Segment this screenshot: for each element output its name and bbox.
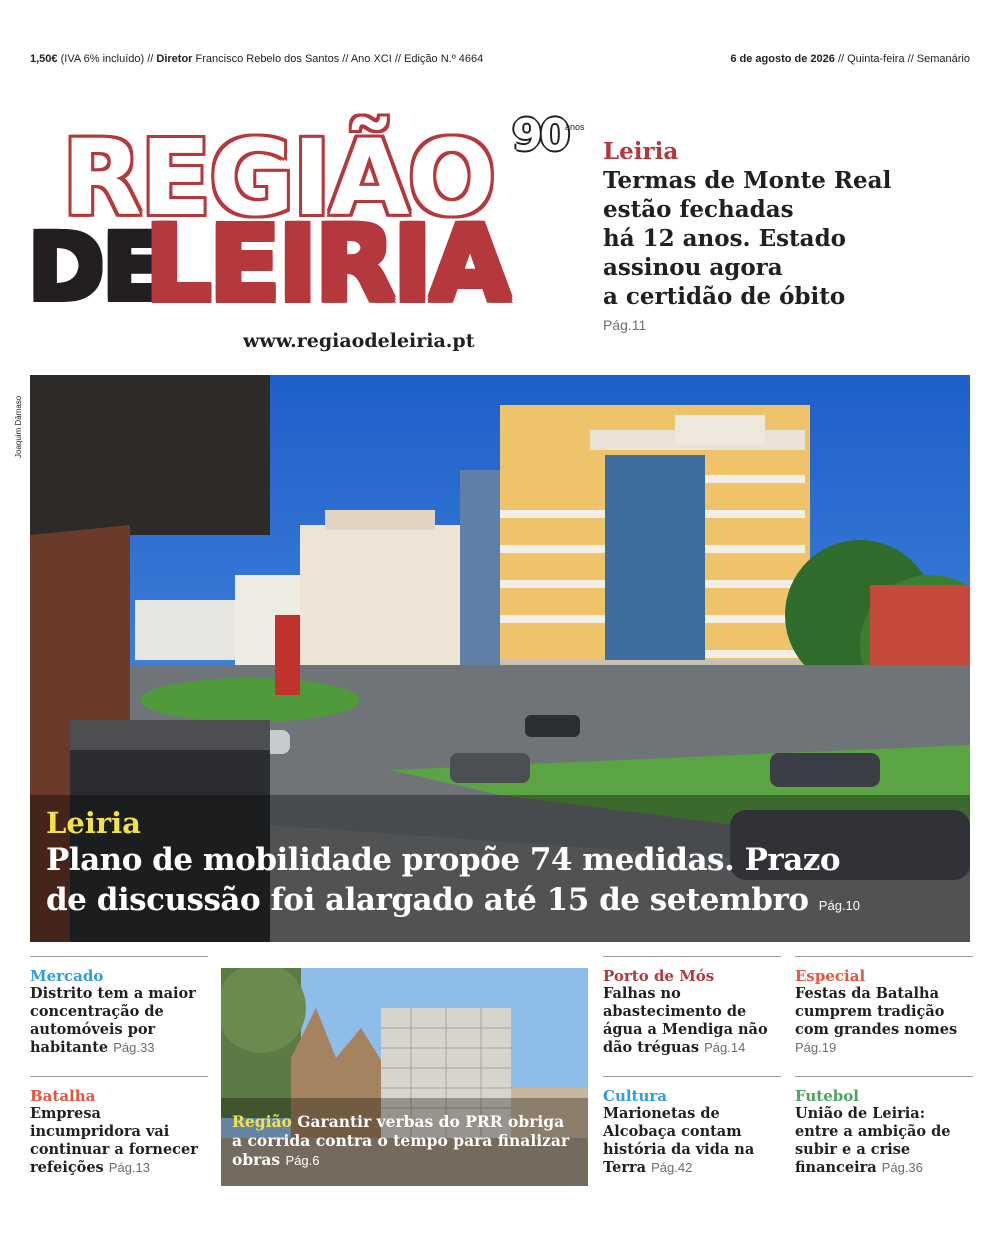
main-story[interactable] xyxy=(46,806,966,926)
photo-credit: Joaquim Dâmaso xyxy=(14,395,23,458)
teaser-kicker: Futebol xyxy=(795,1087,859,1105)
photo-story-page: Pág.6 xyxy=(285,1153,320,1168)
main-story-page: Pág.10 xyxy=(818,898,860,913)
date-info xyxy=(730,53,970,65)
teaser-page: Pág.42 xyxy=(651,1160,693,1175)
teaser-title xyxy=(795,1105,973,1177)
anniversary-unit: anos xyxy=(565,122,585,132)
teaser-especial[interactable] xyxy=(795,956,973,1057)
issue-date: 6 de agosto de 2026 xyxy=(730,53,835,65)
teaser-futebol[interactable] xyxy=(795,1076,973,1177)
top-story-title xyxy=(603,166,983,311)
top-story-line: a certidão de óbito xyxy=(603,283,846,310)
teaser-page: Pág.19 xyxy=(795,1040,837,1055)
photo-story-kicker: Região xyxy=(232,1112,292,1131)
masthead-regiao: REGIÃO xyxy=(62,117,495,239)
masthead-de: DE xyxy=(28,214,164,321)
masthead-leiria: LEIRIA xyxy=(145,203,509,325)
top-story-page: Pág.11 xyxy=(603,317,647,333)
teaser-title xyxy=(603,1105,781,1177)
teaser-kicker: Batalha xyxy=(30,1087,96,1105)
teaser-title-text: Empresa incumpridora vai continuar a fornecer refeições xyxy=(30,1105,198,1176)
teaser-kicker: Porto de Mós xyxy=(603,967,715,985)
teaser-page: Pág.36 xyxy=(881,1160,923,1175)
main-story-line xyxy=(46,880,966,926)
top-story-line: há 12 anos. Estado xyxy=(603,225,847,252)
price: 1,50€ xyxy=(30,53,58,65)
top-story-line: assinou agora xyxy=(603,254,783,281)
teaser-mercado[interactable] xyxy=(30,956,208,1057)
website-link[interactable]: www.regiaodeleiria.pt xyxy=(243,330,475,352)
anniversary-number: 90 xyxy=(512,110,568,161)
teaser-title-text: Distrito tem a maior concentração de automóveis por habitante xyxy=(30,985,196,1056)
teaser-title-text: Festas da Batalha cumprem tradição com grandes nomes xyxy=(795,985,958,1038)
teaser-page: Pág.33 xyxy=(113,1040,155,1055)
teaser-title-text: União de Leiria: entre a ambição de subir e a crise financeira xyxy=(795,1105,951,1176)
photo-story-title: Garantir verbas do PRR obriga a corrida contra o tempo para finalizar obras xyxy=(232,1112,570,1169)
main-story-title xyxy=(46,840,966,926)
top-story-kicker: Leiria xyxy=(603,138,679,165)
top-story-line: estão fechadas xyxy=(603,196,794,223)
top-story[interactable] xyxy=(603,138,983,333)
photo-story[interactable] xyxy=(232,1112,572,1170)
issue-weekday: // Quinta-feira // Semanário xyxy=(837,53,970,65)
teaser-cultura[interactable] xyxy=(603,1076,781,1177)
main-story-kicker: Leiria xyxy=(46,806,141,840)
teaser-title-text: Falhas no abastecimento de água a Mendiga não dão tréguas xyxy=(603,985,768,1056)
teaser-porto-de-mos[interactable] xyxy=(603,956,781,1057)
teaser-title xyxy=(30,985,208,1057)
teaser-title-text: Marionetas de Alcobaça contam história da vida na Terra xyxy=(603,1105,755,1176)
teaser-kicker: Cultura xyxy=(603,1087,667,1105)
teaser-kicker: Mercado xyxy=(30,967,104,985)
teaser-page: Pág.14 xyxy=(704,1040,746,1055)
teaser-batalha[interactable] xyxy=(30,1076,208,1177)
price-note: (IVA 6% incluído) // xyxy=(60,53,154,65)
teaser-title xyxy=(603,985,781,1057)
teaser-title xyxy=(30,1105,208,1177)
main-story-line: Plano de mobilidade propõe 74 medidas. Prazo xyxy=(46,842,841,878)
director-name: Francisco Rebelo dos Santos // Ano XCI // Edição N.º 4664 xyxy=(195,53,484,65)
top-story-line: Termas de Monte Real xyxy=(603,167,892,194)
teaser-title xyxy=(795,985,973,1057)
main-story-line-text: de discussão foi alargado até 15 de setembro xyxy=(46,882,809,918)
director-label: Diretor xyxy=(156,53,193,65)
edition-info xyxy=(30,53,483,65)
teaser-kicker: Especial xyxy=(795,967,866,985)
teaser-page: Pág.13 xyxy=(108,1160,150,1175)
